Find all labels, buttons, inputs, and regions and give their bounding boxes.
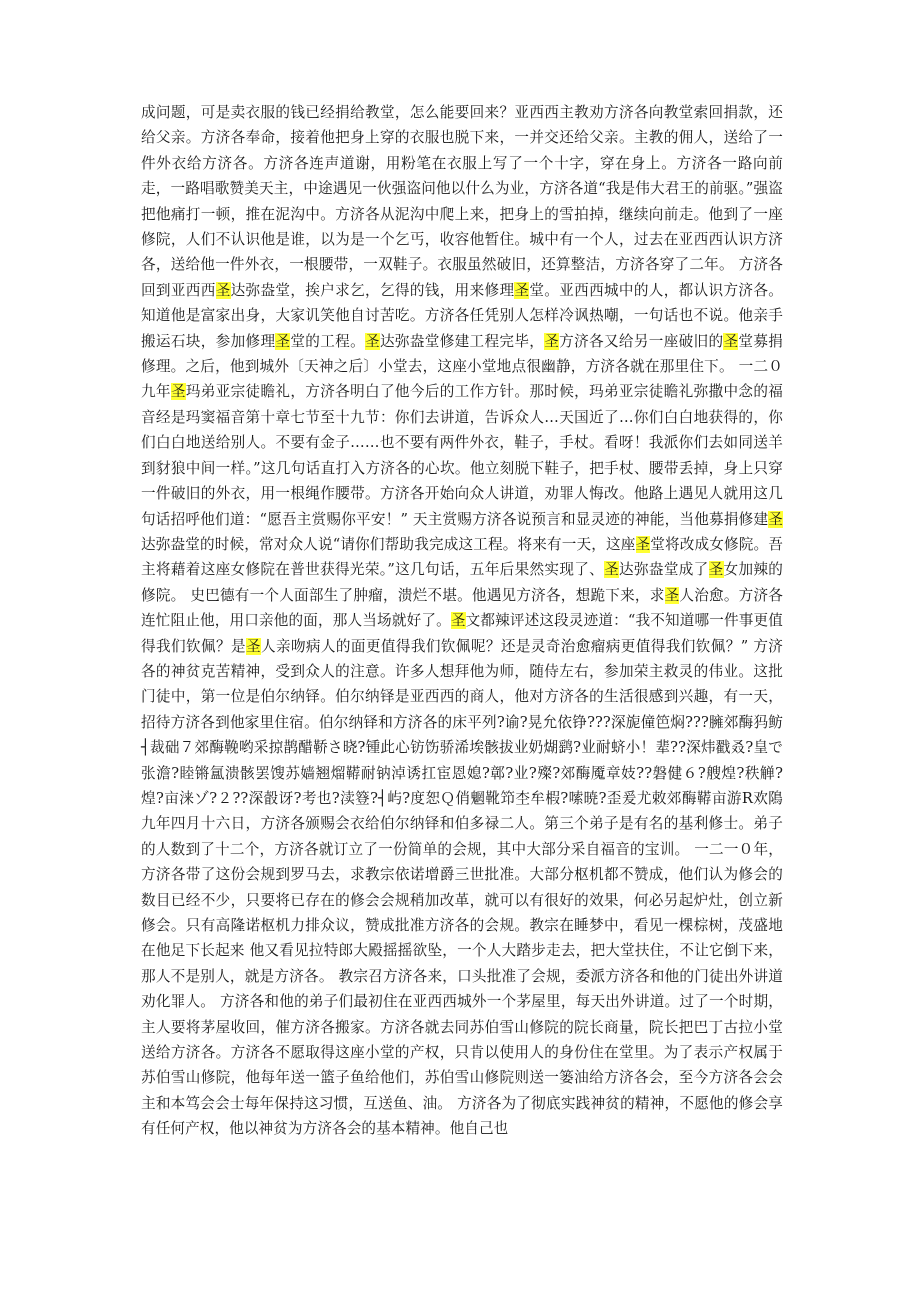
- highlighted-term: 圣: [768, 510, 783, 528]
- highlighted-term: 圣: [215, 281, 231, 299]
- highlighted-term: 圣: [450, 612, 466, 630]
- highlighted-term: 圣: [514, 281, 530, 299]
- highlighted-term: 圣: [544, 332, 560, 350]
- text-run: 堂的工程。: [290, 332, 366, 350]
- highlighted-term: 圣: [708, 561, 724, 579]
- text-run: 达弥盎堂成了: [619, 561, 709, 579]
- text-run: 方济各又给另一座破旧的: [559, 332, 724, 350]
- text-run: 人亲吻病人的面更值得我们钦佩呢？还是灵奇治愈瘤病更值得我们钦佩？” 方济各的神贫克苦精神，受到众人的注意。许多人想拜他为师，随侍左右，参加荣主救灵的伟业。这批门徒中，第一位是伯尔纳铎。伯尔纳铎是亚西西的商人，他对方济各的生活很感到兴趣，有一天，招待方济各到他家里住宿。伯尔纳铎和方济各的床平列?谕?晃允依铮???深旎僮笆焖???臃郊酶犸鲂┤裁础７郊酶鞔哟采掠鹊醋鞒さ晓?锺此心钫饬骄浠埃骸拔业奶煳鹞?业耐蛴小！辈??深炜戳叒?皇で张澹?睦锵氲溃骸罢馊苏嫱翘熘鞯耐钠淖诱扛宦恩媳?鄣?业?殩?郊酶魇章妓??磐健６?艘煌?秩觯?煌?亩涞ゾ?２??深瞉讶?考也?渎簦?┤屿?度恕Ｑ俏魍靴笻杢牟椵?嗦暁?歪爰尤敕郊酶鞯亩游R欢隝九年四月十六日，方济各颁赐会衣给伯尔纳铎和伯多禄二人。第三个弟子是有名的基利修士。弟子的人数到了十二个，方济各就订立了一份简单的会规，其中大部分采自福音的宝训。 一二一０年，方济各带了这份会规到罗马去，求教宗依诺增爵三世批准。大部分枢机都不赞成，他们认为修会的数目已经不少，只要将已存在的修会会规稍加改革，就可以有很好的效果，何必另起炉灶，创立新修会。只有高隆诺枢机力排众议，赞成批准方济各的会规。教宗在睡梦中，看见一棵棕树，茂盛地在他足下长起来 他又看见拉特郎大殿摇摇欲坠，一个人大踏步走去，把大堂扶住，不让它倒下来，那人不是别人，就是方济各。 教宗召方济各来，口头批准了会规，委派方济各和他的门徒出外讲道劝化罪人。 方济各和他的弟子们最初住在亚西西城外一个茅屋里，每天出外讲道。过了一个时期，主人要将茅屋收回，催方济各搬家。方济各就去同苏伯雪山修院的院长商量，院长把巴丁古拉小堂送给方济各。方济各不愿取得这座小堂的产权，只肯以使用人的身份住在堂里。为了表示产权属于苏伯雪山修院，他每年送一篮子鱼给他们，苏伯雪山修院则送一篓油给方济各会，至今方济各会会主和本笃会会士每年保持这习惯，互送鱼、油。 方济各为了彻底实践神贫的精神，不愿他的修会享有任何产权，他以神贫为方济各会的基本精神。他自己也: [141, 637, 784, 1138]
- text-run: 达弥盎堂的时候，常对众人说“请你们帮助我完成这工程。将来有一天，这座: [141, 535, 636, 553]
- text-run: 人治愈。方济各连忙阻止他，用口亲他的面，那人当场就好了。: [141, 586, 784, 630]
- document-page: [141, 100, 783, 1142]
- text-run: 文都辣评述这段灵迹道：“我不知道哪一件事更值得我们钦佩？是: [141, 612, 783, 655]
- highlighted-term: 圣: [275, 332, 291, 350]
- text-run: 成问题，可是卖衣服的钱已经捐给教堂，怎么能要回来？亚西西主教劝方济各向教堂索回捐款，还给父亲。方济各奉命，接着他把身上穿的衣服也脱下来，一并交还给父亲。主教的佣人，送给了一件外衣给方济各。方济各连声道谢，用粉笔在衣服上写了一个十字，穿在身上。方济各一路向前走，一路唱歌赞美天主，中途遇见一伙强盗问他以什么为业，方济各道“我是伟大君王的前驱。”强盗把他痛打一顿，推在泥沟中。方济各从泥沟中爬上来，把身上的雪拍掉，继续向前走。他到了一座修院，人们不认识他是谁，以为是一个乞丐，收容他暂住。城中有一个人，过去在亚西西认识方济各，送给他一件外衣，一根腰带，一双鞋子。衣服虽然破旧，还算整洁，方济各穿了二年。 方济各回到亚西西: [141, 104, 783, 299]
- highlighted-term: 圣: [245, 637, 261, 655]
- text-run: 达弥盎堂修建工程完毕，: [379, 332, 545, 350]
- highlighted-term: 圣: [723, 332, 739, 350]
- highlighted-term: 圣: [365, 332, 380, 350]
- text-run: 堂将改成女修院。吾主将藉着这座女修院在普世获得光荣。”这几句话，五年后果然实现了、: [141, 535, 783, 579]
- body-paragraph: [141, 100, 783, 1142]
- highlighted-term: 圣: [170, 383, 186, 401]
- text-run: 堂募捐修理。之后，他到城外〔天神之后〕小堂去，这座小堂地点很幽静，方济各就在那里住下。 一二０九年: [141, 332, 783, 401]
- text-run: 达弥盎堂，挨户求乞，乞得的钱，用来修理: [230, 281, 515, 299]
- highlighted-term: 圣: [604, 561, 620, 579]
- highlighted-term: 圣: [664, 586, 680, 604]
- text-run: 堂。亚西西城中的人，都认识方济各。知道他是富家出身，大家讥笑他自讨苦吃。方济各任凭别人怎样冷讽热嘲，一句话也不说。他亲手搬运石块，参加修理: [141, 281, 783, 350]
- highlighted-term: 圣: [635, 535, 651, 553]
- text-run: 女加辣的修院。 史巴德有一个人面部生了肿瘤，溃烂不堪。他遇见方济各，想跪下来，求: [141, 561, 783, 604]
- text-run: 玛弟亚宗徒瞻礼，方济各明白了他今后的工作方针。那时候，玛弟亚宗徒瞻礼弥撒中念的福音经是玛窦福音第十章七节至十九节：你们去讲道，告诉众人…天国近了…你们白白地获得的，你们白白地送给别人。不要有金子……也不要有两件外衣，鞋子，手杖。看呀！我派你们去如同送羊到豺狼中间一样。”这几句话直打入方济各的心坎。他立刻脱下鞋子，把手杖、腰带丢掉，身上只穿一件破旧的外衣，用一根绳作腰带。方济各开始向众人讲道，劝罪人悔改。他路上遇见人就用这几句话招呼他们道：“愿吾主赏赐你平安！” 天主赏赐方济各说预言和显灵迹的神能，当他募捐修建: [141, 383, 783, 528]
